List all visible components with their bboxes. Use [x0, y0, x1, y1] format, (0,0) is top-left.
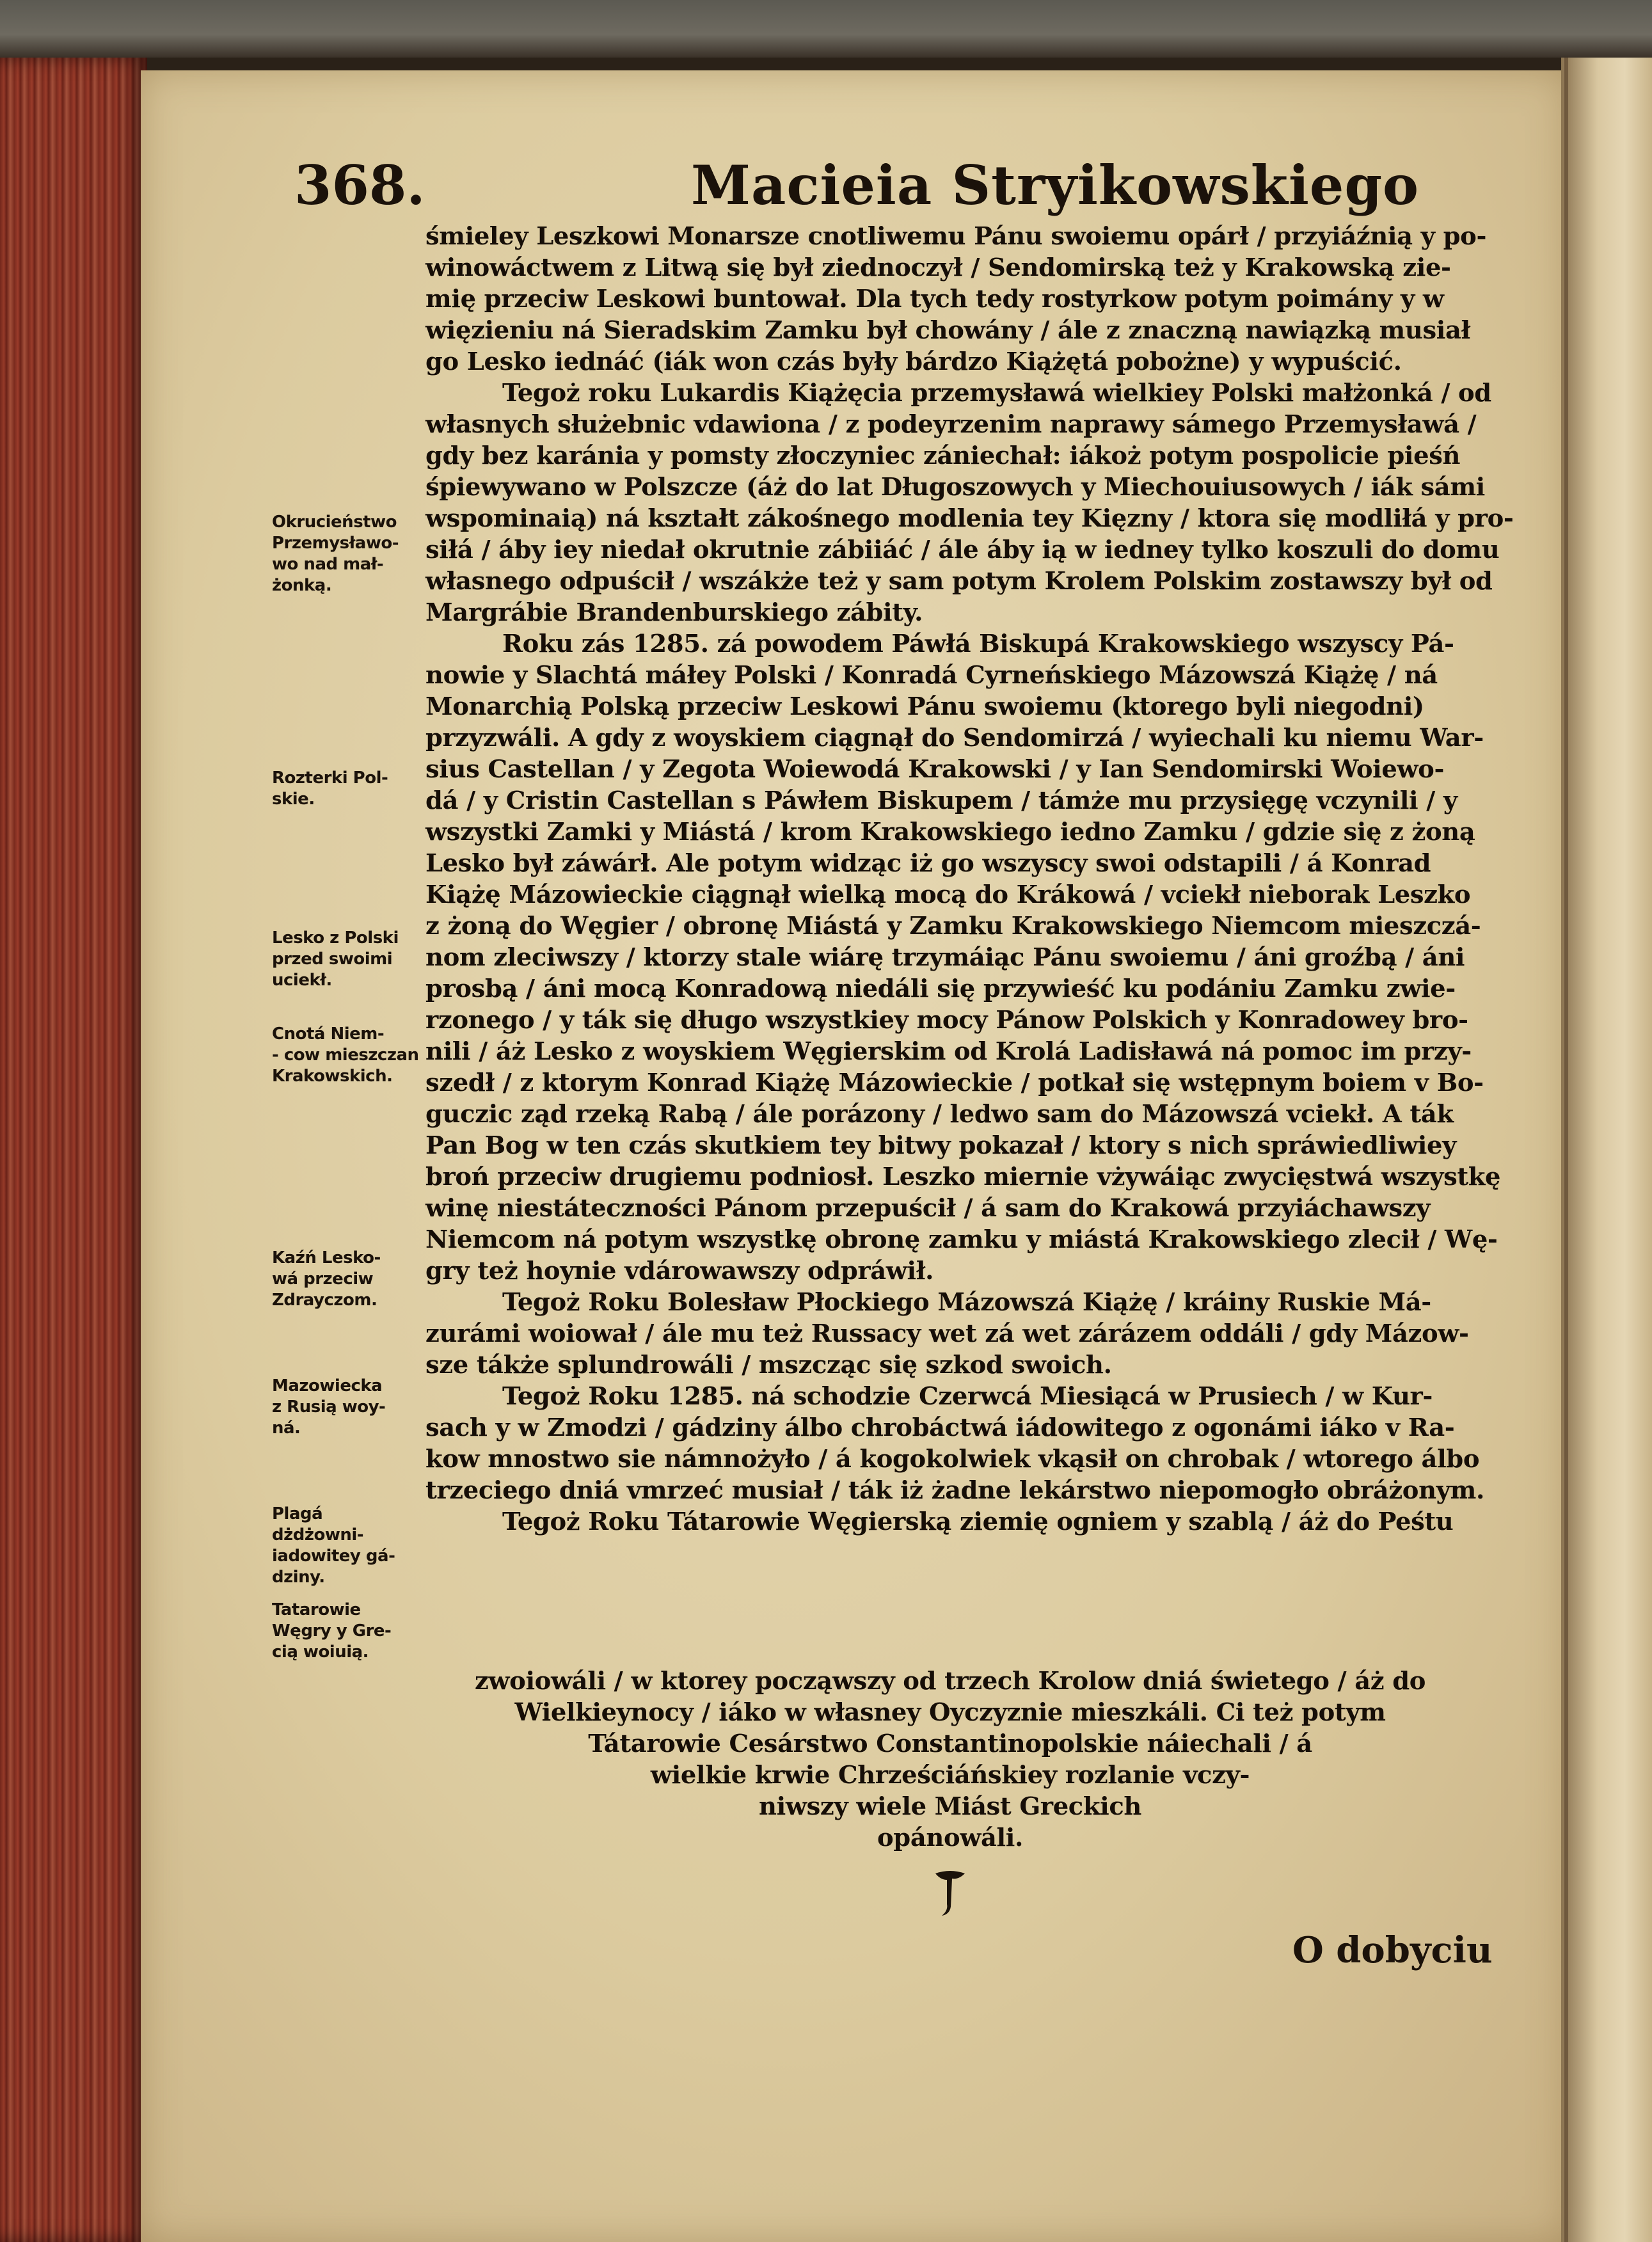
margin-note-line: przed swoimi	[272, 950, 393, 969]
text-line: wspominaią) ná kształt zákośnego modlenia tey Kięzny / ktora się modliłá y pro-	[425, 504, 1514, 533]
catchword: O dobyciu	[1292, 1929, 1493, 1971]
book-gutter	[1561, 58, 1652, 2242]
paragraph-start-line: Tegoż Roku Bolesław Płockiego Mázowszá Kiążę / kráiny Ruskie Má-	[502, 1288, 1431, 1317]
text-line: gry też hoynie vdárowawszy odpráwił.	[425, 1257, 934, 1285]
text-line: Wielkieynocy / iáko w własney Oyczyznie mieszkáli. Ci też potym	[514, 1698, 1386, 1727]
text-line: winowáctwem z Litwą się był ziednoczył / Sendomirską też y Krakowską zie-	[425, 253, 1451, 282]
running-title: Macieia Stryikowskiego	[691, 154, 1420, 217]
text-line: rzonego / y ták się długo wszystkiey mocy Pánow Polskich y Konradowey bro-	[425, 1006, 1468, 1035]
margin-note-line: Krakowskich.	[272, 1067, 393, 1086]
margin-note	[272, 1600, 419, 1663]
text-line: nowie y Slachtá máłey Polski / Konradá Cyrneńskiego Mázowszá Kiążę / ná	[425, 661, 1438, 690]
paragraph-start-line: Roku zás 1285. zá powodem Páwłá Biskupá Krakowskiego wszyscy Pá-	[502, 630, 1454, 658]
body-text	[425, 221, 1514, 1538]
text-line: zurámi woiował / ále mu też Russacy wet zá wet zárázem oddáli / gdy Mázow-	[425, 1319, 1469, 1348]
margin-note-line: Plagá dżdżowni-	[272, 1504, 364, 1545]
margin-note-line: uciekł.	[272, 971, 332, 990]
margin-note	[272, 1248, 419, 1311]
text-line: Lesko był záwárł. Ale potym widząc iż go wszyscy swoi odstapili / á Konrad	[425, 849, 1431, 878]
paragraph-start-line: Tegoż Roku Tátarowie Węgierską ziemię ogniem y szablą / áż do Peśtu	[502, 1507, 1454, 1536]
margin-note-line: żonką.	[272, 576, 332, 595]
text-line: Monarchią Polską przeciw Leskowi Pánu swoiemu (ktorego byli niegodni)	[425, 692, 1424, 721]
margin-note-line: Przemysławo-	[272, 534, 399, 553]
margin-note-line: Lesko z Polski	[272, 928, 399, 948]
margin-note	[272, 512, 419, 596]
gutter-shadow	[1564, 58, 1568, 2242]
text-line: wszystki Zamki y Miástá / krom Krakowskiego iedno Zamku / gdzie się z żoną	[425, 818, 1475, 847]
margin-note	[272, 1024, 419, 1087]
margin-note-line: z Rusią woy-	[272, 1397, 386, 1417]
text-line: gdy bez karánia y pomsty złoczyniec zániechał: iákoż potym pospolicie pieśń	[425, 441, 1461, 470]
text-line: śmieley Leszkowi Monarsze cnotliwemu Pánu swoiemu opárł / przyiáźnią y po-	[425, 222, 1487, 251]
margin-note-line: cią woiuią.	[272, 1642, 369, 1662]
text-line: kow mnostwo sie námnożyło / á kogokolwiek vkąsił on chrobak / wtorego álbo	[425, 1445, 1480, 1474]
text-line: mię przeciw Leskowi buntował. Dla tych tedy rostyrkow potym poimány y w	[425, 285, 1444, 314]
fleuron-ornament-icon	[928, 1868, 973, 1920]
text-line: siłá / áby iey niedał okrutnie zábiiáć / ále áby ią w iedney tylko koszuli do domu	[425, 536, 1500, 564]
margin-note-line: wo nad mał-	[272, 555, 384, 574]
text-line: guczic ząd rzeką Rabą / ále porázony / ledwo sam do Mázowszá vciekł. A ták	[425, 1100, 1454, 1129]
text-line: winę niestáteczności Pánom przepuścił / á sam do Krakowá przyiáchawszy	[425, 1194, 1431, 1223]
margin-note-line: Rozterki Pol-	[272, 768, 388, 788]
text-line: więzieniu ná Sieradskim Zamku był chowány / ále z znaczną nawiązką musiał	[425, 316, 1470, 345]
margin-note-line: Okrucieństwo	[272, 513, 397, 532]
margin-note-line: - cow mieszczan	[272, 1045, 419, 1065]
margin-note-line: Mazowiecka	[272, 1376, 383, 1395]
text-line: Tátarowie Cesárstwo Constantinopolskie náiechali / á	[588, 1729, 1312, 1758]
text-line: sze tákże splundrowáli / mszcząc się szkod swoich.	[425, 1351, 1112, 1379]
text-line: Kiążę Mázowieckie ciągnął wielką mocą do Krákowá / vciekł nieborak Leszko	[425, 880, 1471, 909]
text-line: prosbą / áni mocą Konradową niedáli się przywieść ku podániu Zamku zwie-	[425, 974, 1456, 1003]
page-header	[294, 154, 1420, 230]
text-line: przyzwáli. A gdy z woyskiem ciągnął do Sendomirzá / wyiechali ku niemu War-	[425, 724, 1484, 752]
text-line: broń przeciw drugiemu podniosł. Leszko miernie vżywáiąc zwycięstwá wszystkę	[425, 1163, 1501, 1191]
text-line: nili / áż Lesko z woyskiem Węgierskim od Krolá Ladisławá ná pomoc im przy-	[425, 1037, 1472, 1066]
text-line: Niemcom ná potym wszystkę obronę zamku y miástá Krakowskiego zlecił / Wę-	[425, 1225, 1498, 1254]
text-line: wielkie krwie Chrześciáńskiey rozlanie vczy-	[650, 1761, 1250, 1790]
text-line: nom zleciwszy / ktorzy stale wiárę trzymáiąc Pánu swoiemu / áni groźbą / áni	[425, 943, 1465, 972]
text-line: go Lesko iednáć (iák won czás były bárdzo Kiążętá pobożne) y wypuścić.	[425, 347, 1402, 376]
margin-note-line: ná.	[272, 1419, 301, 1438]
text-line: Margrábie Brandenburskiego zábity.	[425, 598, 923, 627]
margin-note	[272, 768, 419, 810]
text-line: z żoną do Węgier / obronę Miástá y Zamku Krakowskiego Niemcom mieszczá-	[425, 912, 1481, 941]
text-line: dá / y Cristin Castellan s Páwłem Biskupem / támże mu przysięgę vczynili / y	[425, 786, 1457, 815]
text-line: opánowáli.	[877, 1824, 1023, 1852]
margin-note-line: Węgry y Gre-	[272, 1621, 392, 1641]
margin-note-line: Cnotá Niem-	[272, 1024, 385, 1044]
margin-note-line: Kaźń Lesko-	[272, 1248, 381, 1268]
margin-note-line: dziny.	[272, 1568, 325, 1587]
text-line: własnego odpuścił / wszákże też y sam potym Krolem Polskim zostawszy był od	[425, 567, 1493, 596]
text-line: szedł / z ktorym Konrad Kiążę Mázowieckie / potkał się wstępnym boiem v Bo-	[425, 1069, 1484, 1097]
book-page-edges	[0, 58, 147, 2242]
text-line: trzeciego dniá vmrzeć musiał / ták iż żadne lekárstwo niepomogło obráżonym.	[425, 1476, 1484, 1505]
margin-note	[272, 928, 419, 991]
text-line: sach y w Zmodzi / gádziny álbo chrobáctwá iádowitego z ogonámi iáko v Ra-	[425, 1413, 1455, 1442]
margin-note-line: Tatarowie	[272, 1600, 361, 1619]
margin-note-line: skie.	[272, 790, 315, 809]
margin-note	[272, 1376, 419, 1439]
page-number: 368.	[294, 154, 425, 217]
margin-note	[272, 1504, 419, 1588]
text-line: zwoiowáli / w ktorey począwszy od trzech Krolow dniá świetego / áż do	[474, 1667, 1426, 1696]
margin-note-line: Zdrayczom.	[272, 1291, 377, 1310]
paragraph-start-line: Tegoż roku Lukardis Kiążęcia przemysławá wielkiey Polski małżonká / od	[502, 379, 1491, 408]
margin-note-line: iadowitey gá-	[272, 1546, 395, 1566]
text-line: Pan Bog w ten czás skutkiem tey bitwy pokazał / ktory s nich spráwiedliwiey	[425, 1131, 1457, 1160]
margin-note-line: wá przeciw	[272, 1269, 374, 1289]
text-line: śpiewywano w Polszcze (áż do lat Długoszowych y Miechouiusowych / iák sámi	[425, 473, 1485, 502]
scanner-backdrop	[0, 0, 1652, 58]
text-line: sius Castellan / y Zegota Woiewodá Krakowski / y Ian Sendomirski Woiewo-	[425, 755, 1445, 784]
text-line: niwszy wiele Miást Greckich	[759, 1792, 1141, 1821]
paragraph-start-line: Tegoż Roku 1285. ná schodzie Czerwcá Miesiącá w Prusiech / w Kur-	[502, 1382, 1433, 1411]
text-line: własnych służebnic vdawiona / z podeyrzenim naprawy sámego Przemysławá /	[425, 410, 1477, 439]
